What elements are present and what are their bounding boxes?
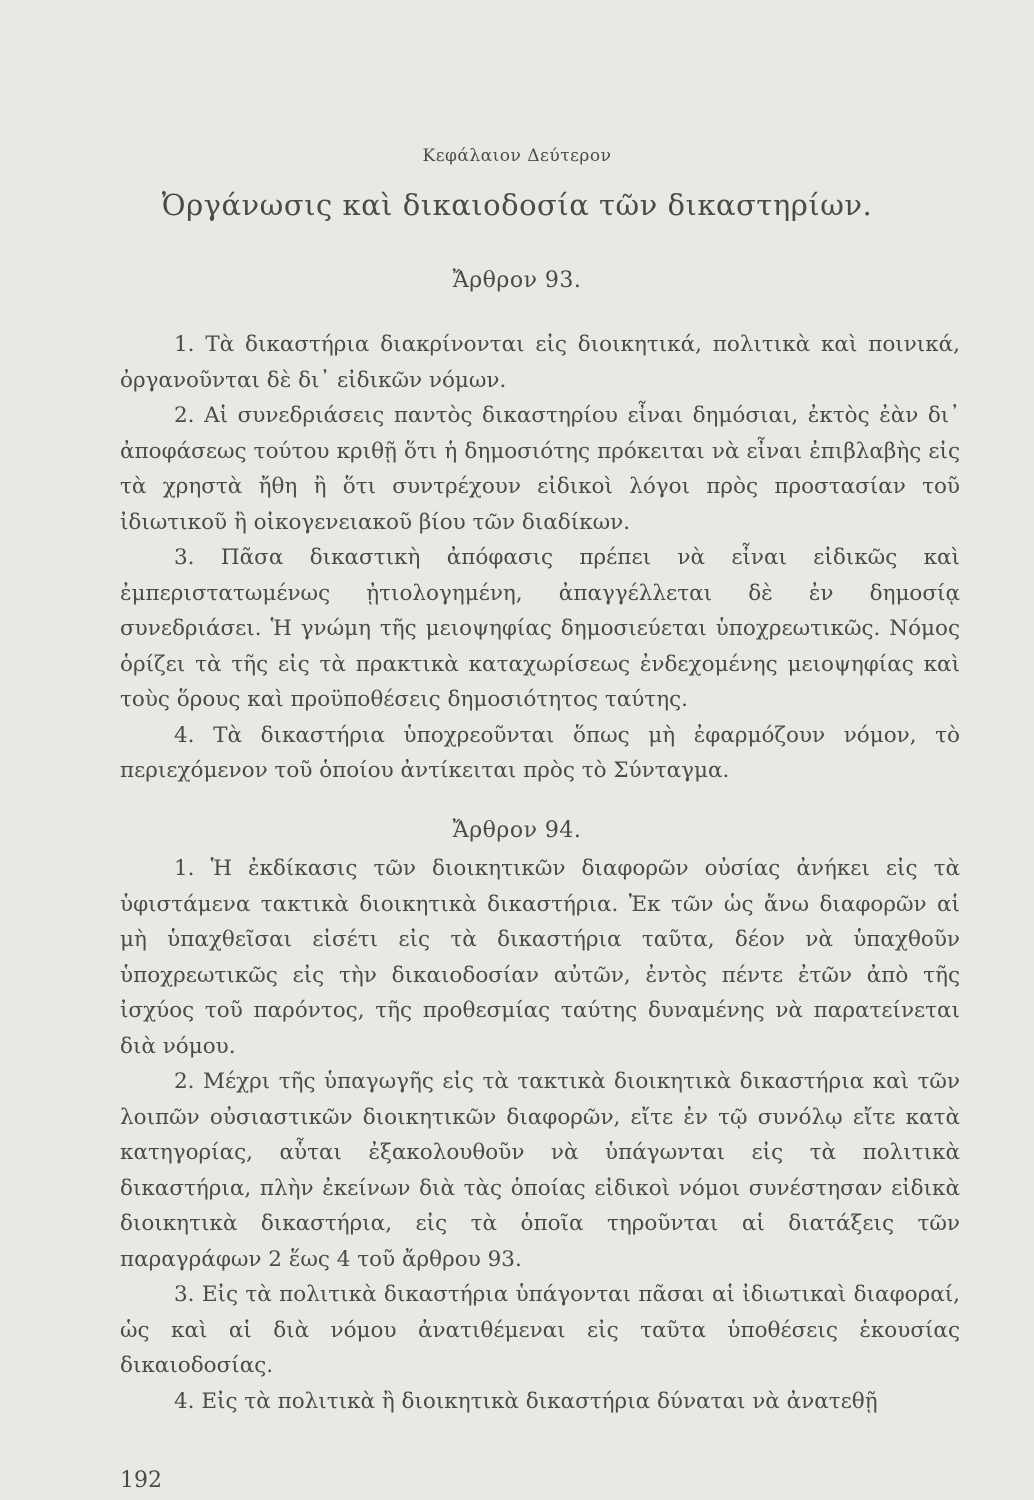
article-94-paragraph-4: 4. Εἰς τὰ πολιτικὰ ἢ διοικητικὰ δικαστήρια δύναται νὰ ἀνατεθῇ [174, 1388, 878, 1414]
article-94-heading: Ἄρθρον 94. [452, 818, 582, 843]
article-94-paragraph-3: 3. Εἰς τὰ πολιτικὰ δικαστήρια ὑπάγονται πᾶσαι αἱ ἰδιωτικαὶ διαφοραί, ὡς καὶ αἱ διὰ νόμου ἀνατιθέμεναι εἰς ταῦτα ὑποθέσεις ἑκουσίας δικαιοδοσίας. [120, 1282, 960, 1378]
chapter-kicker: Κεφάλαιον Δεύτερον [422, 146, 612, 166]
page-number: 192 [120, 1468, 162, 1493]
article-94-paragraph-2: 2. Μέχρι τῆς ὑπαγωγῆς εἰς τὰ τακτικὰ διοικητικὰ δικαστήρια καὶ τῶν λοιπῶν οὐσιαστικῶν διοικητικῶν διαφορῶν, εἴτε ἐν τῷ συνόλῳ εἴτε κατὰ κατηγορίας, αὗται ἐξακολουθοῦν νὰ ὑπάγωνται εἰς τὰ πολιτικὰ δικαστήρια, πλὴν ἐκείνων διὰ τὰς ὁποίας εἰδικοὶ νόμοι συνέστησαν εἰδικὰ διοικητικὰ δικαστήρια, εἰς τὰ ὁποῖα τηροῦνται αἱ διατάξεις τῶν παραγράφων 2 ἕως 4 τοῦ ἄρθρου 93. [120, 1069, 960, 1272]
article-93-heading: Ἄρθρον 93. [452, 268, 582, 293]
article-93-body [120, 327, 960, 789]
article-93-paragraph-1: 1. Τὰ δικαστήρια διακρίνονται εἰς διοικητικά, πολιτικὰ καὶ ποινικά, ὀργανοῦνται δὲ δι᾿ εἰδικῶν νόμων. [120, 332, 960, 393]
article-94-body [120, 851, 960, 1419]
article-93-paragraph-4: 4. Τὰ δικαστήρια ὑποχρεοῦνται ὅπως μὴ ἐφαρμόζουν νόμον, τὸ περιεχόμενον τοῦ ὁποίου ἀντίκειται πρὸς τὸ Σύνταγμα. [120, 722, 960, 783]
chapter-title: Ὀργάνωσις καὶ δικαιοδοσία τῶν δικαστηρίων. [161, 188, 873, 222]
article-93-paragraph-3: 3. Πᾶσα δικαστικὴ ἀπόφασις πρέπει νὰ εἶναι εἰδικῶς καὶ ἐμπεριστατωμένως ᾐτιολογημένη, ἀπαγγέλλεται δὲ ἐν δημοσίᾳ συνεδριάσει. Ἡ γνώμη τῆς μειοψηφίας δημοσιεύεται ὑποχρεωτικῶς. Νόμος ὁρίζει τὰ τῆς εἰς τὰ πρακτικὰ καταχωρίσεως ἐνδεχομένης μειοψηφίας καὶ τοὺς ὅρους καὶ προϋποθέσεις δημοσιότητος ταύτης. [120, 545, 960, 712]
article-94-paragraph-1: 1. Ἡ ἐκδίκασις τῶν διοικητικῶν διαφορῶν οὐσίας ἀνήκει εἰς τὰ ὑφιστάμενα τακτικὰ διοικητικὰ δικαστήρια. Ἐκ τῶν ὡς ἄνω διαφορῶν αἱ μὴ ὑπαχθεῖσαι εἰσέτι εἰς τὰ δικαστήρια ταῦτα, δέον νὰ ὑπαχθοῦν ὑποχρεωτικῶς εἰς τὴν δικαιοδοσίαν αὐτῶν, ἐντὸς πέντε ἐτῶν ἀπὸ τῆς ἰσχύος τοῦ παρόντος, τῆς προθεσμίας ταύτης δυναμένης νὰ παρατείνεται διὰ νόμου. [120, 856, 960, 1059]
article-93-paragraph-2: 2. Αἱ συνεδριάσεις παντὸς δικαστηρίου εἶναι δημόσιαι, ἐκτὸς ἐὰν δι᾿ ἀποφάσεως τούτου κριθῇ ὅτι ἡ δημοσιότης πρόκειται νὰ εἶναι ἐπιβλαβὴς εἰς τὰ χρηστὰ ἤθη ἢ ὅτι συντρέχουν εἰδικοὶ λόγοι πρὸς προστασίαν τοῦ ἰδιωτικοῦ ἢ οἰκογενειακοῦ βίου τῶν διαδίκων. [120, 403, 960, 535]
